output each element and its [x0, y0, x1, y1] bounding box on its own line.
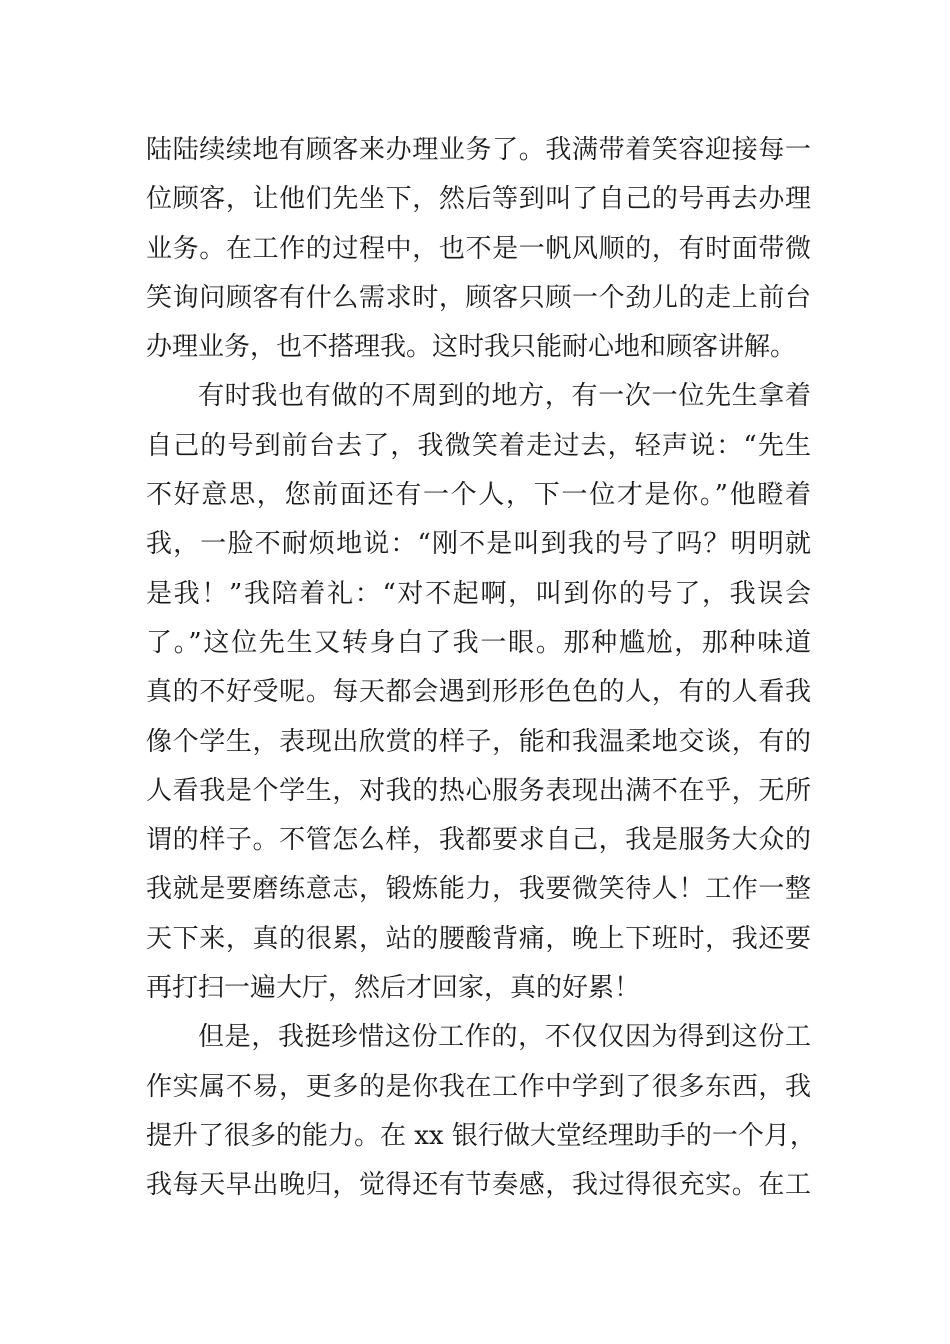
text-line: 是我！”我陪着礼：“对不起啊，叫到你的号了，我误会 — [146, 578, 811, 609]
text-line: 位顾客，让他们先坐下，然后等到叫了自己的号再去办理 — [146, 184, 811, 215]
text-line: 人看我是个学生，对我的热心服务表现出满不在乎，无所 — [146, 775, 811, 806]
text-line: 我，一脸不耐烦地说：“刚不是叫到我的号了吗？明明就 — [146, 529, 811, 560]
text-line: 作实属不易，更多的是你我在工作中学到了很多东西，我 — [146, 1071, 811, 1102]
text-line: 陆陆续续地有顾客来办理业务了。我满带着笑容迎接每一 — [146, 135, 811, 165]
text-line: 谓的样子。不管怎么样，我都要求自己，我是服务大众的 — [146, 825, 811, 856]
text-line: 我每天早出晚归，觉得还有节奏感，我过得很充实。在工 — [146, 1170, 811, 1201]
text-line: 真的不好受呢。每天都会遇到形形色色的人，有的人看我 — [146, 677, 811, 708]
text-line: 我就是要磨练意志，锻炼能力，我要微笑待人！工作一整 — [146, 874, 811, 905]
text-line: 再打扫一遍大厅，然后才回家，真的好累！ — [146, 973, 641, 1004]
text-line: 业务。在工作的过程中，也不是一帆风顺的，有时面带微 — [146, 233, 811, 264]
text-line: 不好意思，您前面还有一个人，下一位才是你。”他瞪着 — [146, 480, 811, 511]
text-line: 办理业务，也不搭理我。这时我只能耐心地和顾客讲解。 — [146, 332, 797, 363]
text-line: 像个学生，表现出欣赏的样子，能和我温柔地交谈，有的 — [146, 726, 811, 757]
body-text — [146, 126, 816, 1211]
text-line: 自己的号到前台去了，我微笑着走过去，轻声说：“先生 — [146, 430, 811, 461]
text-line: 笑询问顾客有什么需求时，顾客只顾一个劲儿的走上前台 — [146, 282, 811, 313]
text-line: 天下来，真的很累，站的腰酸背痛，晚上下班时，我还要 — [146, 923, 811, 954]
text-line: 了。”这位先生又转身白了我一眼。那种尴尬，那种味道 — [146, 627, 811, 658]
text-line: 提升了很多的能力。在 xx 银行做大堂经理助手的一个月， — [146, 1120, 816, 1151]
text-line: 有时我也有做的不周到的地方，有一次一位先生拿着 — [198, 381, 811, 412]
text-line: 但是，我挺珍惜这份工作的，不仅仅因为得到这份工 — [198, 1022, 811, 1053]
